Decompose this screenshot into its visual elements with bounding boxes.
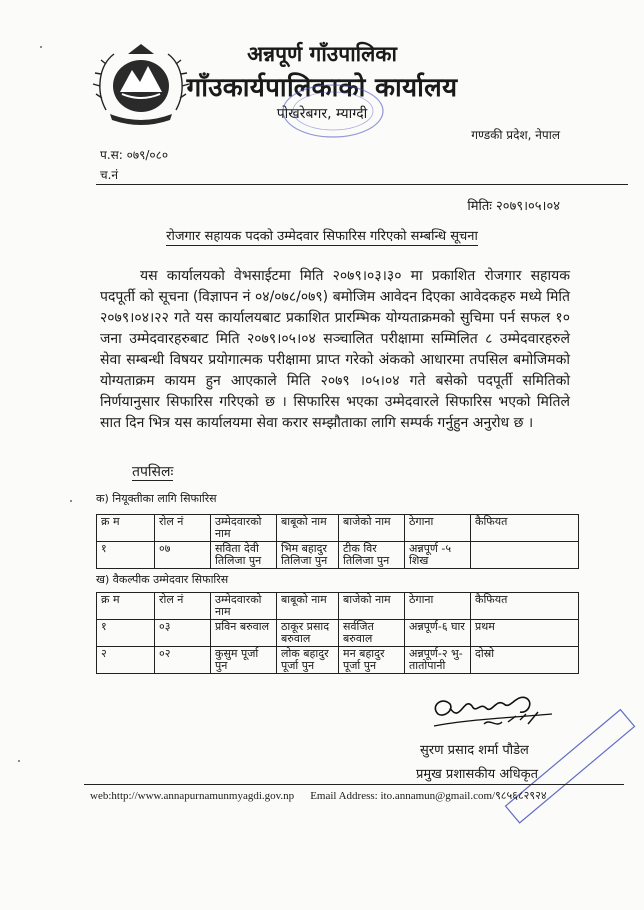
header-cell: कैफियत bbox=[471, 593, 579, 620]
header-cell: क्र म bbox=[97, 593, 155, 620]
letter-date: मितिः २०७९।०५।०४ bbox=[467, 199, 560, 214]
province-label: गण्डकी प्रदेश, नेपाल bbox=[471, 128, 560, 142]
table-cell: मन बहादुर पूर्जा पुन bbox=[339, 647, 405, 674]
header-cell: उम्मेदवारको नाम bbox=[211, 515, 277, 542]
scan-speck bbox=[18, 760, 20, 762]
details-heading: तपसिलः bbox=[132, 464, 174, 480]
email-contact[interactable]: Email Address: ito.annamun@gmail.com/९८५६८२९२४ bbox=[310, 790, 547, 802]
table-cell: ०३ bbox=[155, 620, 211, 647]
table-cell: सर्वजित बरुवाल bbox=[339, 620, 405, 647]
table-cell: ठाकूर प्रसाद बरुवाल bbox=[277, 620, 339, 647]
header-cell: ठेगाना bbox=[405, 515, 471, 542]
alternate-table bbox=[96, 592, 579, 674]
header-cell: क्र म bbox=[97, 515, 155, 542]
table-cell: अन्नपूर्ण-६ घार bbox=[405, 620, 471, 647]
table-row bbox=[97, 542, 579, 569]
letter-number: प.स: ०७९/०८० bbox=[100, 148, 169, 162]
header-cell: बाजेको नाम bbox=[339, 515, 405, 542]
subject-text: रोजगार सहायक पदको उम्मेदवार सिफारिस गरिएको सम्बन्धि सूचना bbox=[166, 229, 478, 244]
table-cell: प्रथम bbox=[471, 620, 579, 647]
header-cell: बाबूको नाम bbox=[277, 515, 339, 542]
table-cell: भिम बहादुर तिलिजा पुन bbox=[277, 542, 339, 569]
website-link[interactable]: web:http://www.annapurnamunmyagdi.gov.np bbox=[90, 790, 295, 802]
section-b-title: ख) वैकल्पीक उम्मेदवार सिफारिस bbox=[96, 573, 229, 586]
table-cell: २ bbox=[97, 647, 155, 674]
table-cell: लोक बहादुर पूर्जा पुन bbox=[277, 647, 339, 674]
section-a-title: क) नियूक्तीका लागि सिफारिस bbox=[96, 492, 217, 505]
table-cell: अन्नपूर्ण-२ भु-तातोपानी bbox=[405, 647, 471, 674]
scan-speck bbox=[70, 500, 72, 502]
table-cell: प्रविन बरुवाल bbox=[211, 620, 277, 647]
table-cell: दोस्रो bbox=[471, 647, 579, 674]
header-cell: रोल नं bbox=[155, 593, 211, 620]
table-cell: अन्नपूर्ण -५ शिख bbox=[405, 542, 471, 569]
header-cell: रोल नं bbox=[155, 515, 211, 542]
municipality-name: अन्नपूर्ण गाँउपालिका bbox=[247, 42, 397, 66]
scan-speck bbox=[40, 46, 42, 48]
dispatch-number: च.नं bbox=[100, 168, 119, 182]
header-divider bbox=[96, 184, 628, 185]
table-cell: टीक विर तिलिजा पुन bbox=[339, 542, 405, 569]
appointment-table bbox=[96, 514, 579, 569]
header-cell: कैफियत bbox=[471, 515, 579, 542]
table-cell: ०७ bbox=[155, 542, 211, 569]
office-address: पोखरेबगर, म्याग्दी bbox=[276, 106, 368, 122]
table-cell: कुसुम पूर्जा पुन bbox=[211, 647, 277, 674]
footer bbox=[90, 788, 547, 803]
table-row bbox=[97, 647, 579, 674]
signer-title: प्रमुख प्रशासकीय अधिकृत bbox=[416, 767, 539, 782]
table-cell: १ bbox=[97, 542, 155, 569]
table-header-row bbox=[97, 515, 579, 542]
header-cell: बाजेको नाम bbox=[339, 593, 405, 620]
table-header-row bbox=[97, 593, 579, 620]
office-name: गाँउकार्यपालिकाको कार्यालय bbox=[186, 73, 458, 103]
table-row bbox=[97, 620, 579, 647]
footer-divider bbox=[84, 784, 624, 785]
subject-line bbox=[0, 226, 644, 244]
header-cell: उम्मेदवारको नाम bbox=[211, 593, 277, 620]
signer-name: सुरण प्रसाद शर्मा पौडेल bbox=[420, 743, 529, 758]
header-cell: ठेगाना bbox=[405, 593, 471, 620]
notice-body: यस कार्यालयको वेभसाईटमा मिति २०७९।०३।३० मा प्रकाशित रोजगार सहायक पदपूर्ती को सूचना (विज्ञापन नं ०४/०७८/०७९) बमोजिम आवेदन दिएका आवेदकहरु मध्ये मिति २०७९।०४।२२ गते यस कार्यालयबाट प्रकाशित प्रारम्भिक योग्यताक्रमको सुचिमा पर्न सफल १० जना उम्मेदवारहरुबाट मिति २०७९।०५।०४ सञ्चालित परीक्षामा सम्मिलित ८ उम्मेदवारहरुले सेवा सम्बन्धी विषयर प्रयोगात्मक परीक्षामा प्राप्त गरेको अंकको आधारमा तपसिल बमोजिमको योग्यताक्रम कायम हुन आएकाले मिति २०७९ ।०५।०४ गते बसेको पदपूर्ती समितिको निर्णयानुसार सिफारिस गरिएको छ । सिफारिस भएका उम्मेदवारले सिफारिस भएको मितिले सात दिन भित्र यस कार्यालयमा सेवा करार सम्झौताका लागि सम्पर्क गर्नुहुन अनुरोध छ । bbox=[100, 268, 570, 431]
table-cell bbox=[471, 542, 579, 569]
table-cell: १ bbox=[97, 620, 155, 647]
table-cell: ०२ bbox=[155, 647, 211, 674]
header-cell: बाबूको नाम bbox=[277, 593, 339, 620]
table-cell: सविता देवी तिलिजा पुन bbox=[211, 542, 277, 569]
office-stamp-icon bbox=[278, 80, 388, 142]
